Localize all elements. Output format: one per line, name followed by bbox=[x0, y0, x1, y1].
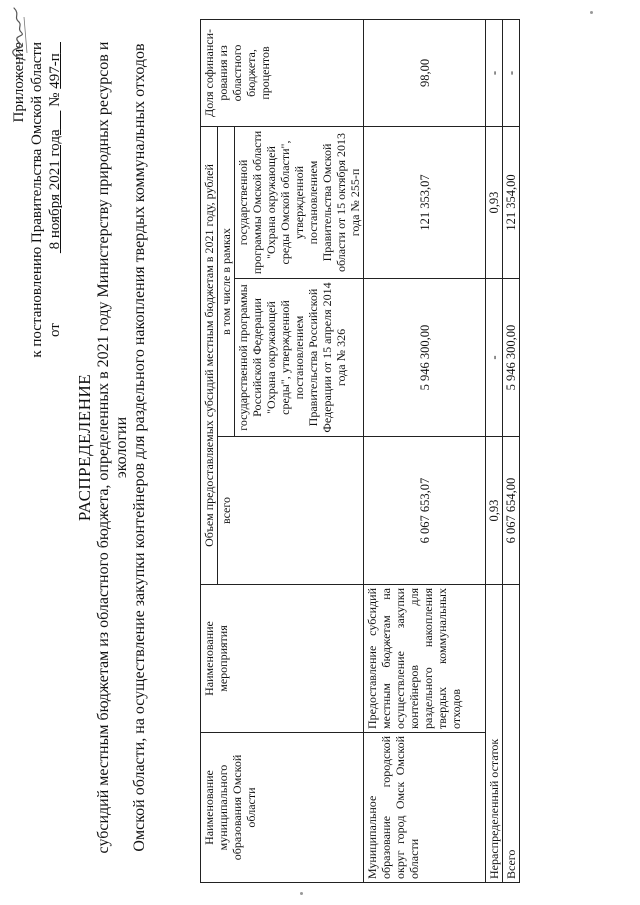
cell-share: 98,00 bbox=[364, 19, 486, 126]
table-row bbox=[364, 19, 486, 882]
grand-total-label: Всего bbox=[503, 585, 520, 883]
appendix-number: 497-п bbox=[47, 53, 63, 89]
grand-total-share: - bbox=[503, 19, 520, 126]
header-activity: Наименование мероприятия bbox=[201, 585, 364, 733]
unallocated-row bbox=[486, 19, 503, 882]
appendix-from-word: от bbox=[47, 323, 63, 338]
header-federal-program: государственной программы Российской Федерации "Охрана окружающей среды", утвержденной постановлением Правительства Российской Федерации от 15 апреля 2014 года № 326 bbox=[235, 279, 364, 437]
cell-activity: Предоставление субсидий местным бюджетам на осуществление закупки контейнеров для раздельного накопления твердых коммунальных отходов bbox=[364, 585, 486, 733]
grand-total-regional: 121 354,00 bbox=[503, 126, 520, 278]
appendix-date: 8 ноября 2021 года bbox=[47, 129, 63, 250]
appendix-label: Приложение bbox=[11, 42, 27, 123]
scan-speck bbox=[300, 892, 303, 895]
appendix-block bbox=[10, 42, 64, 482]
appendix-decree-reference: к постановлению Правительства Омской области bbox=[29, 42, 45, 358]
cell-regional: 121 353,07 bbox=[364, 126, 486, 278]
header-share: Доля софинанси-рования из областного бюджета, процентов bbox=[201, 19, 364, 126]
grand-total-row bbox=[503, 19, 520, 882]
unallocated-label: Нераспределенный остаток bbox=[486, 585, 503, 883]
document-subtitle-line-1: субсидий местным бюджетам из областного бюджета, определенных в 2021 году Министерству природных ресурсов и экологии bbox=[95, 41, 130, 854]
document-subtitle-line-2: Омской области, на осуществление закупки контейнеров для раздельного накопления твердых коммунальных отходов bbox=[131, 43, 148, 852]
header-row-1 bbox=[201, 19, 218, 882]
header-municipality: Наименование муниципального образования Омской области bbox=[201, 733, 364, 883]
header-regional-program: государственной программы Омской области "Охрана окружающей среды Омской области", утвержденной постановлением Правительства Омской области от 15 октября 2013 года № 255-п bbox=[235, 126, 364, 278]
unallocated-share: - bbox=[486, 19, 503, 126]
cell-federal: 5 946 300,00 bbox=[364, 279, 486, 437]
scan-speck bbox=[590, 11, 593, 14]
appendix-blank-underline bbox=[46, 249, 64, 319]
unallocated-regional: 0,93 bbox=[486, 126, 503, 278]
document-heading bbox=[76, 30, 149, 865]
appendix-number-sign: № bbox=[47, 92, 63, 107]
header-total: всего bbox=[218, 437, 364, 585]
unallocated-federal: - bbox=[486, 279, 503, 437]
handwritten-signature-icon bbox=[5, 3, 31, 63]
unallocated-total: 0,93 bbox=[486, 437, 503, 585]
cell-municipality: Муниципальное образование городской округ город Омск Омской области bbox=[364, 733, 486, 883]
appendix-date-line bbox=[46, 42, 64, 482]
distribution-table bbox=[200, 19, 520, 883]
cell-total: 6 067 653,07 bbox=[364, 437, 486, 585]
header-volume: Объем предоставляемых субсидий местным бюджетам в 2021 году, рублей bbox=[201, 126, 218, 584]
grand-total-federal: 5 946 300,00 bbox=[503, 279, 520, 437]
grand-total-total: 6 067 654,00 bbox=[503, 437, 520, 585]
document-title: РАСПРЕДЕЛЕНИЕ bbox=[75, 373, 94, 522]
header-including: в том числе в рамках bbox=[218, 126, 235, 436]
